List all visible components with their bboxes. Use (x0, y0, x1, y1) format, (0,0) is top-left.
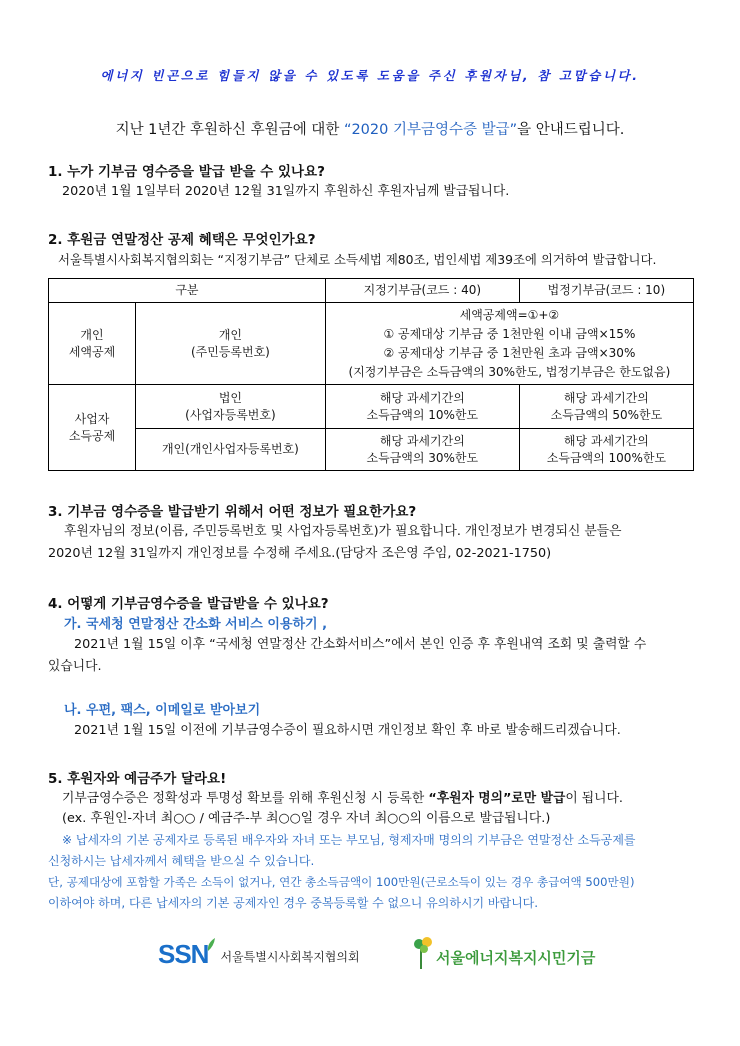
row-personal-rules (325, 303, 693, 385)
intro-highlight: “2020 기부금영수증 발급” (343, 122, 518, 138)
section-4-b-line1: 2021년 1월 15일 이전에 기부금영수증이 필요하시면 개인정보 확인 후 바로 발송해드리겠습니다. (74, 723, 621, 738)
th-designated: 지정기부금(코드 : 40) (325, 279, 519, 303)
tagline: 에너지 빈곤으로 힘들지 않을 수 있도록 도움을 주신 후원자님, 참 고맙습니다. (100, 68, 640, 83)
deduction-table (48, 278, 694, 471)
line1-after: 이 됩니다. (565, 791, 623, 806)
line1-before: 기부금영수증은 정확성과 투명성 확보를 위해 후원신청 시 등록한 (62, 791, 429, 806)
rule-1: ① 공제대상 기부금 중 1천만원 이내 금액×15% (383, 326, 636, 341)
fund-logo (412, 935, 595, 969)
rule-limit: (지정기부금은 소득금액의 30%한도, 법정기부금은 한도없음) (348, 364, 671, 379)
section-5-line1 (62, 788, 623, 810)
ssn-leaf-icon (206, 937, 216, 951)
th-statutory: 법정기부금(코드 : 10) (519, 279, 693, 303)
section-1-title: 1. 누가 기부금 영수증을 발급 받을 수 있나요? (48, 164, 325, 180)
rule-2: ② 공제대상 기부금 중 1천만원 초과 금액×30% (383, 345, 636, 360)
section-3-line2: 2020년 12월 31일까지 개인정보를 수정해 주세요.(담당자 조은영 주임, 02-2021-1750) (48, 546, 552, 561)
section-5-line2: (ex. 후원인-자녀 최○○ / 예금주-부 최○○일 경우 자녀 최○○의 이름으로 발급됩니다.) (62, 811, 551, 826)
row-indiv-designated: 해당 과세기간의 소득금액의 30%한도 (325, 429, 519, 471)
row-personal-group: 개인 세액공제 (49, 303, 136, 385)
intro-after: 을 안내드립니다. (517, 122, 625, 138)
section-4-sub-b: 나. 우편, 팩스, 이메일로 받아보기 (64, 703, 261, 718)
ssn-logo-mark: SSN (158, 939, 209, 969)
section-3-title: 3. 기부금 영수증을 발급받기 위해서 어떤 정보가 필요한가요? (48, 504, 417, 520)
section-2-body: 서울특별시사회복지협의회는 “지정기부금” 단체로 소득세법 제80조, 법인세법 제39조에 의거하여 발급합니다. (58, 252, 657, 267)
ssn-logo (158, 937, 360, 967)
section-3-line1: 후원자님의 정보(이름, 주민등록번호 및 사업자등록번호)가 필요합니다. 개인정보가 변경되신 분들은 (64, 524, 622, 539)
fund-logo-name: 서울에너지복지시민기금 (436, 949, 596, 967)
line1-bold: “후원자 명의”로만 발급 (428, 791, 566, 806)
row-corp-type: 법인 (사업자등록번호) (136, 385, 326, 429)
row-indiv-statutory: 해당 과세기간의 소득금액의 100%한도 (519, 429, 693, 471)
section-2-title: 2. 후원금 연말정산 공제 혜택은 무엇인가요? (48, 232, 316, 248)
row-personal-type: 개인 (주민등록번호) (136, 303, 326, 385)
section-1-body: 2020년 1월 1일부터 2020년 12월 31일까지 후원하신 후원자님께 발급됩니다. (62, 184, 510, 199)
section-4-sub-a: 가. 국세청 연말정산 간소화 서비스 이용하기 , (64, 617, 328, 632)
section-5-title: 5. 후원자와 예금주가 달라요! (48, 771, 227, 787)
ssn-logo-name: 서울특별시사회복지협의회 (220, 950, 360, 964)
row-indiv-type: 개인(개인사업자등록번호) (136, 429, 326, 471)
section-4-a-line2: 있습니다. (48, 659, 102, 674)
row-corp-statutory: 해당 과세기간의 소득금액의 50%한도 (519, 385, 693, 429)
row-corp-designated: 해당 과세기간의 소득금액의 10%한도 (325, 385, 519, 429)
section-4-title: 4. 어떻게 기부금영수증을 발급받을 수 있나요? (48, 596, 329, 612)
note-4: 이하여야 하며, 다른 납세자의 기본 공제자인 경우 중복등록할 수 없으니 유의하시기 바랍니다. (48, 896, 539, 910)
row-business-group: 사업자 소득공제 (49, 385, 136, 471)
formula: 세액공제액=①+② (459, 307, 560, 322)
th-category: 구분 (49, 279, 326, 303)
tree-icon (412, 935, 434, 969)
note-1: ※ 납세자의 기본 공제자로 등록된 배우자와 자녀 또는 부모님, 형제자매 명의의 기부금은 연말정산 소득공제를 (62, 833, 636, 847)
section-4-a-line1: 2021년 1월 15일 이후 “국세청 연말정산 간소화서비스”에서 본인 인증 후 후원내역 조회 및 출력할 수 (74, 637, 647, 652)
intro-before: 지난 1년간 후원하신 후원금에 대한 (115, 122, 344, 138)
note-3: 단, 공제대상에 포함할 가족은 소득이 없거나, 연간 총소득금액이 100만원(근로소득이 있는 경우 총급여액 500만원) (48, 875, 635, 889)
intro-line (0, 118, 740, 139)
note-2: 신청하시는 납세자께서 혜택을 받으실 수 있습니다. (48, 854, 315, 868)
